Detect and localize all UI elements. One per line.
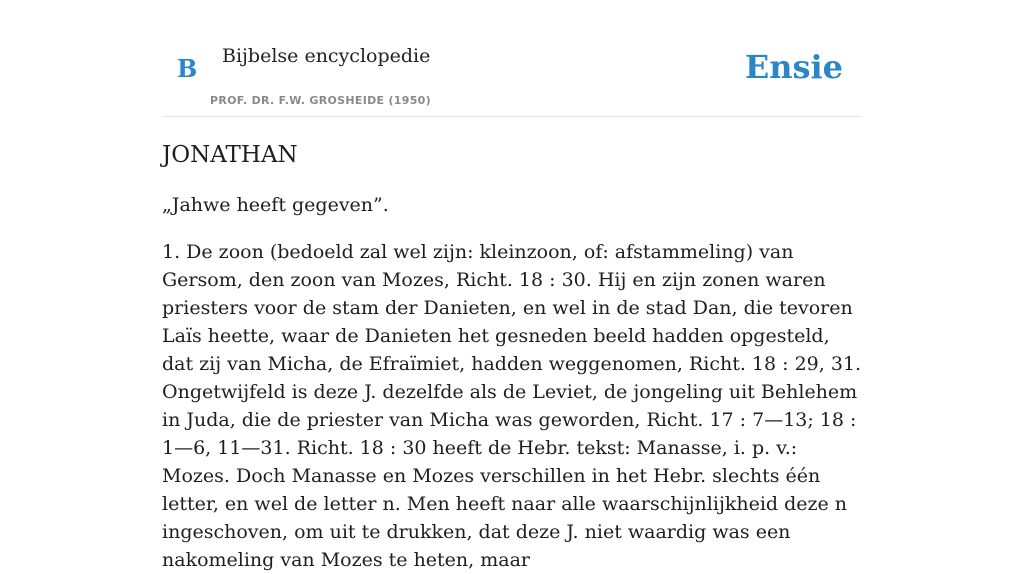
author-label: PROF. DR. F.W. GROSHEIDE (1950) [210, 94, 431, 107]
article-meaning: „Jahwe heeft gegeven”. [162, 194, 389, 216]
book-letter-badge[interactable]: B [177, 54, 198, 83]
article-paragraph: 1. De zoon (bedoeld zal wel zijn: kleinzoon, of: afstammeling) van Gersom, den zoon van Mozes, Richt. 18 : 30. Hij en zijn zonen waren priesters voor de stam der Danieten, en wel in de stad Dan, die tevoren Laïs heette, waar de Danieten het gesneden beeld hadden opgesteld, dat zij van Micha, de Efraïmiet, hadden weggenomen, Richt. 18 : 29, 31. Ongetwijfeld is deze J. dezelfde als de Leviet, de jongeling uit Behlehem in Juda, die de priester van Micha was geworden, Richt. 17 : 7—13; 18 : 1—6, 11—31. Richt. 18 : 30 heeft de Hebr. tekst: Manasse, i. p. v.: Mozes. Doch Manasse en Mozes verschillen in het Hebr. slechts één letter, en wel de letter n. Men heeft naar alle waarschijnlijkheid deze n ingeschoven, om uit te drukken, dat deze J. niet waardig was een nakomeling van Mozes te heten, maar [162, 241, 862, 571]
ensie-logo[interactable]: Ensie [744, 48, 843, 86]
book-title-link[interactable]: Bijbelse encyclopedie [222, 45, 431, 67]
article [162, 139, 862, 574]
article-title: JONATHAN [162, 142, 298, 168]
header [162, 0, 862, 117]
